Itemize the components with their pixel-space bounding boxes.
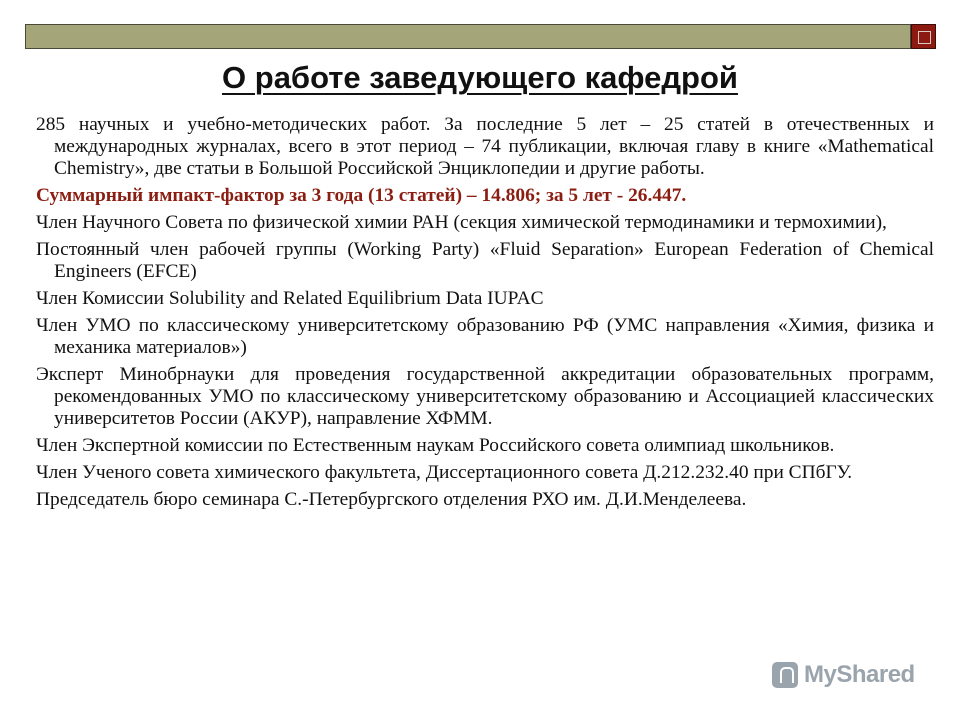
slide-body (36, 114, 934, 516)
myshared-logo-icon (772, 662, 798, 688)
header-decor-band (25, 24, 911, 49)
paragraph-seminar: Председатель бюро семинара С.-Петербургского отделения РХО им. Д.И.Менделеева. (36, 489, 747, 510)
paragraph-publications: 285 научных и учебно-методических работ. За последние 5 лет – 25 статей в отечественных и международных журналах, всего в этот период – 74 публикации, включая главу в книге «Mathematical Chemistry», две статьи в Большой Российской Энциклопедии и другие работы. (36, 114, 934, 179)
paragraph-ras-council: Член Научного Совета по физической химии РАН (секция химической термодинамики и термохимии), (36, 212, 887, 233)
paragraph-olympiad: Член Экспертной комиссии по Естественным наукам Российского совета олимпиад школьников. (36, 435, 835, 456)
paragraph-academic-council: Член Ученого совета химического факультета, Диссертационного совета Д.212.232.40 при СПбГУ. (36, 462, 853, 483)
slide-title: О работе заведующего кафедрой (222, 60, 738, 95)
header-decor-square (911, 24, 936, 49)
paragraph-iupac: Член Комиссии Solubility and Related Equilibrium Data IUPAC (36, 288, 544, 309)
watermark-text: MyShared (804, 661, 915, 688)
paragraph-efce: Постоянный член рабочей группы (Working Party) «Fluid Separation» European Federation of Chemical Engineers (EFCE) (36, 239, 934, 282)
watermark (772, 660, 915, 690)
paragraph-umo: Член УМО по классическому университетскому образованию РФ (УМС направления «Химия, физика и механика материалов») (36, 315, 934, 358)
paragraph-expert: Эксперт Минобрнауки для проведения государственной аккредитации образовательных программ, рекомендованных УМО по классическому университетскому образованию и Ассоциацией классических университетов России (АКУР), направление ХФММ. (36, 364, 934, 429)
paragraph-impact-factor: Суммарный импакт-фактор за 3 года (13 статей) – 14.806; за 5 лет - 26.447. (36, 185, 687, 206)
